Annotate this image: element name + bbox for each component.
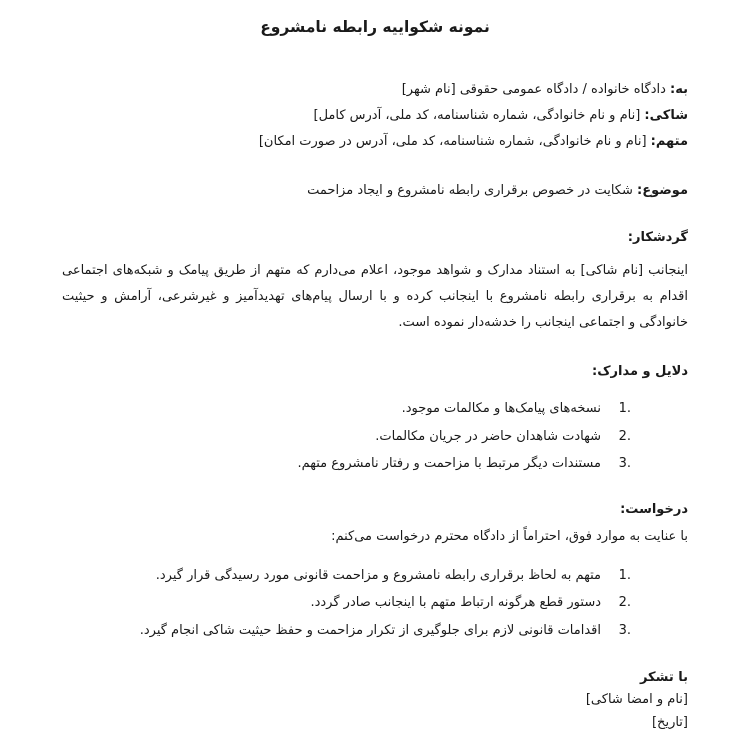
closing-block bbox=[62, 667, 688, 734]
plaintiff-value: [نام و نام خانوادگی، شماره شناسنامه، کد ملی، آدرس کامل] bbox=[313, 108, 641, 123]
narrative-paragraph: اینجانب [نام شاکی] به استناد مدارک و شواهد موجود، اعلام می‌دارم که متهم از طریق پیامک و شبکه‌های اجتماعی اقدام به برقراری رابطه نامشروع با اینجانب کرده و با ارسال پیام‌های تهدیدآمیز و غیرشرعی، آرامش و حیثیت خانوادگی و اجتماعی اینجانب را خدشه‌دار نموده است. bbox=[62, 263, 688, 331]
court-line bbox=[62, 79, 688, 102]
court-value: دادگاه خانواده / دادگاه عمومی حقوقی [نام شهر] bbox=[401, 82, 666, 98]
closing-date: [تاریخ] bbox=[651, 714, 688, 730]
plaintiff-line bbox=[62, 105, 688, 128]
evidence-list bbox=[62, 399, 688, 474]
request-list bbox=[62, 566, 688, 641]
list-item: اقدامات قانونی لازم برای جلوگیری از تکرار مزاحمت و حفظ حیثیت شاکی انجام گیرد. bbox=[139, 623, 601, 639]
defendant-line bbox=[62, 131, 688, 154]
list-item: شهادت شاهدان حاضر در جریان مکالمات. bbox=[375, 428, 601, 444]
evidence-heading: دلایل و مدارک: bbox=[592, 364, 688, 380]
closing-thanks: با تشکر bbox=[639, 669, 688, 685]
page-title: نمونه شکواییه رابطه نامشروع bbox=[260, 18, 490, 36]
list-item: مستندات دیگر مرتبط با مزاحمت و رفتار نامشروع متهم. bbox=[297, 456, 601, 472]
subject-label: موضوع: bbox=[637, 182, 688, 198]
court-label: به: bbox=[670, 82, 688, 98]
request-intro: با عنایت به موارد فوق، احتراماً از دادگاه محترم درخواست می‌کنم: bbox=[331, 528, 688, 544]
list-item: نسخه‌های پیامک‌ها و مکالمات موجود. bbox=[401, 400, 601, 416]
closing-signature: [نام و امضا شاکی] bbox=[585, 692, 688, 708]
request-heading: درخواست: bbox=[620, 502, 688, 518]
list-item: دستور قطع هرگونه ارتباط متهم با اینجانب صادر گردد. bbox=[310, 595, 601, 611]
list-item: متهم به لحاظ برقراری رابطه نامشروع و مزاحمت قانونی مورد رسیدگی قرار گیرد. bbox=[155, 567, 601, 583]
defendant-label: متهم: bbox=[650, 133, 688, 149]
plaintiff-label: شاکی: bbox=[644, 108, 688, 123]
defendant-value: [نام و نام خانوادگی، شماره شناسنامه، کد ملی، آدرس در صورت امکان] bbox=[258, 133, 647, 149]
narrative-heading: گردشکار: bbox=[627, 230, 688, 246]
party-block bbox=[62, 79, 688, 153]
subject-value: شکایت در خصوص برقراری رابطه نامشروع و ایجاد مزاحمت bbox=[307, 182, 633, 198]
subject-line bbox=[62, 180, 688, 203]
